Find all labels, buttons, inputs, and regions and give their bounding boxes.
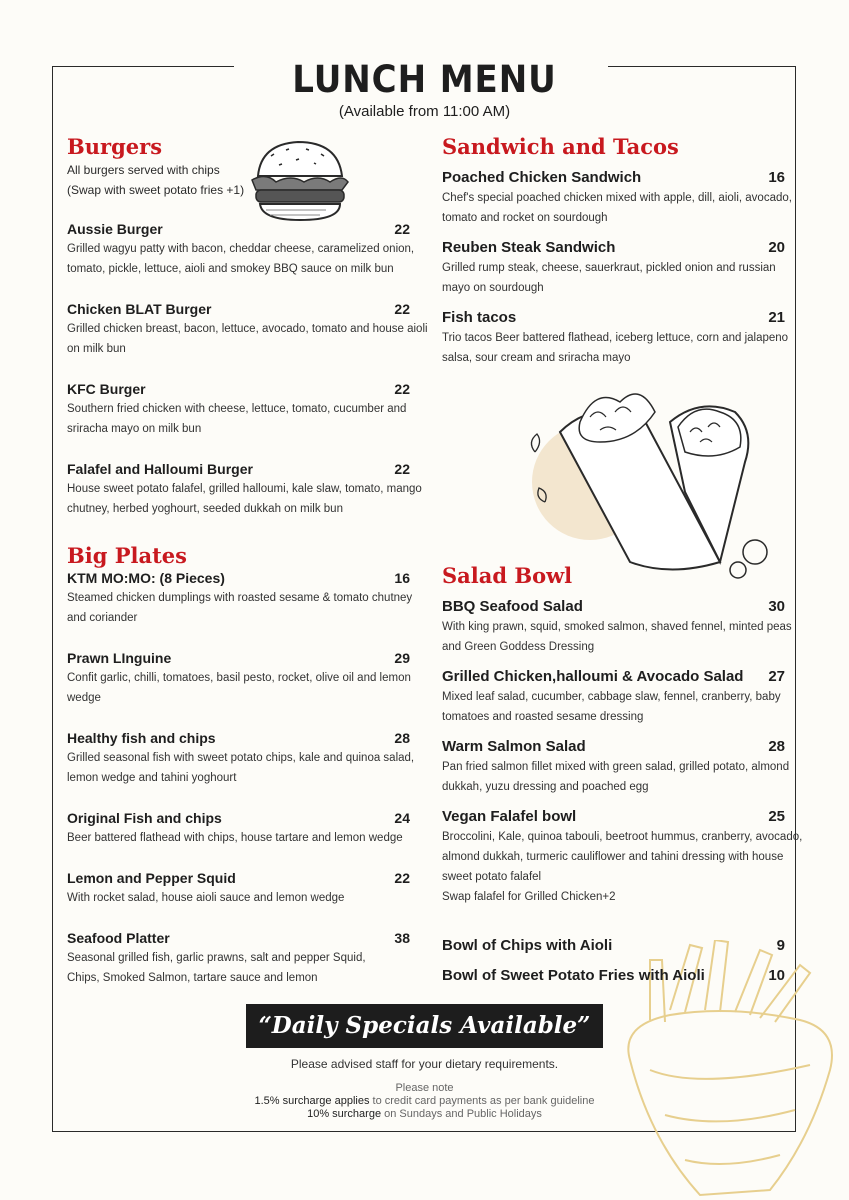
sandwich-heading: Sandwich and Tacos — [442, 134, 679, 159]
menu-item — [442, 667, 785, 727]
menu-subtitle: (Available from 11:00 AM) — [338, 103, 511, 120]
dietary-note: Please advised staff for your dietary requirements. — [290, 1057, 559, 1071]
wrap-illustration — [520, 372, 778, 587]
menu-item — [442, 807, 803, 907]
item-name: Prawn LInguine — [67, 650, 172, 666]
item-description: Trio tacos Beer battered flathead, iceberg lettuce, corn and jalapeno salsa, sour cream and sriracha mayo — [442, 332, 789, 364]
item-name: Bowl of Chips with Aioli — [442, 937, 613, 954]
item-price: 27 — [768, 668, 785, 685]
item-name: Seafood Platter — [67, 930, 170, 946]
item-description: Grilled rump steak, cheese, sauerkraut, pickled onion and russian mayo on sourdough — [442, 262, 776, 294]
burger-illustration — [246, 136, 352, 226]
daily-specials-banner: “Daily Specials Available” — [246, 1004, 603, 1048]
item-name: Bowl of Sweet Potato Fries with Aioli — [442, 967, 705, 984]
item-description: Pan fried salmon fillet mixed with green salad, grilled potato, almond dukkah, yuzu dressing and poached egg — [442, 761, 790, 793]
side-item — [442, 966, 785, 986]
item-description: Confit garlic, chilli, tomatoes, basil pesto, rocket, olive oil and lemon wedge — [67, 672, 411, 704]
item-price: 25 — [768, 808, 785, 825]
menu-item — [67, 648, 410, 708]
menu-item — [67, 568, 413, 628]
item-name: Vegan Falafel bowl — [442, 808, 577, 825]
item-description: Southern fried chicken with cheese, lettuce, tomato, cucumber and sriracha mayo on milk bun — [67, 403, 407, 435]
item-name: Chicken BLAT Burger — [67, 301, 212, 317]
menu-item — [442, 238, 785, 298]
item-price: 10 — [768, 967, 785, 984]
item-description: House sweet potato falafel, grilled halloumi, kale slaw, tomato, mango chutney, herbed yoghourt, seeded dukkah on milk bun — [67, 483, 422, 515]
item-price: 9 — [776, 937, 785, 954]
menu-item — [67, 928, 410, 988]
item-description: With rocket salad, house aioli sauce and lemon wedge — [67, 892, 345, 904]
item-price: 22 — [394, 301, 410, 317]
item-description: Broccolini, Kale, quinoa tabouli, beetroot hummus, cranberry, avocado, almond dukkah, turmeric cauliflower and tahini dressing with house sweet potato falafel Swap falafel for Grilled Chicken+2 — [442, 831, 803, 903]
salad-heading: Salad Bowl — [442, 563, 573, 588]
menu-item — [67, 459, 422, 519]
menu-item — [442, 168, 792, 228]
item-name: Reuben Steak Sandwich — [442, 239, 616, 256]
item-price: 22 — [394, 221, 410, 237]
menu-item — [442, 737, 790, 797]
menu-item — [442, 308, 789, 368]
item-name: Warm Salmon Salad — [442, 738, 586, 755]
item-name: KTM MO:MO: (8 Pieces) — [67, 570, 225, 586]
item-price: 28 — [768, 738, 785, 755]
item-price: 16 — [768, 169, 785, 186]
item-price: 38 — [394, 930, 410, 946]
item-price: 29 — [394, 650, 410, 666]
item-price: 22 — [394, 381, 410, 397]
item-price: 16 — [394, 570, 410, 586]
item-description: Chef's special poached chicken mixed with apple, dill, aioli, avocado, tomato and rocket on sourdough — [442, 192, 792, 224]
menu-item — [67, 808, 410, 848]
burgers-heading: Burgers — [67, 134, 163, 159]
item-price: 20 — [768, 239, 785, 256]
item-name: BBQ Seafood Salad — [442, 598, 583, 615]
menu-item — [442, 597, 792, 657]
item-name: Healthy fish and chips — [67, 730, 216, 746]
item-price: 22 — [394, 461, 410, 477]
menu-item — [67, 219, 415, 279]
item-description: With king prawn, squid, smoked salmon, shaved fennel, minted peas and Green Goddess Dressing — [442, 621, 792, 653]
item-name: Falafel and Halloumi Burger — [67, 461, 253, 477]
menu-title: LUNCH MENU — [292, 58, 557, 101]
item-price: 30 — [768, 598, 785, 615]
menu-item — [67, 728, 415, 788]
item-name: Fish tacos — [442, 309, 517, 326]
item-description: Grilled chicken breast, bacon, lettuce, avocado, tomato and house aioli on milk bun — [67, 323, 428, 355]
item-name: Poached Chicken Sandwich — [442, 169, 642, 186]
item-price: 28 — [394, 730, 410, 746]
side-item — [442, 936, 785, 956]
item-name: Grilled Chicken,halloumi & Avocado Salad — [442, 668, 744, 685]
card-surcharge: 1.5% surcharge applies to credit card payments as per bank guideline — [254, 1095, 595, 1107]
surcharge-notes — [0, 1082, 849, 1121]
burgers-note: All burgers served with chips (Swap with sweet potato fries +1) — [67, 163, 245, 197]
menu-item — [67, 379, 410, 439]
big-plates-heading: Big Plates — [67, 543, 187, 568]
item-name: Aussie Burger — [67, 221, 163, 237]
item-price: 24 — [394, 810, 410, 826]
item-description: Steamed chicken dumplings with roasted sesame & tomato chutney and coriander — [67, 592, 413, 624]
item-name: Lemon and Pepper Squid — [67, 870, 236, 886]
item-description: Grilled seasonal fish with sweet potato chips, kale and quinoa salad, lemon wedge and tahini yoghourt — [67, 752, 415, 784]
menu-item — [67, 868, 410, 908]
item-price: 21 — [768, 309, 785, 326]
item-description: Seasonal grilled fish, garlic prawns, salt and pepper Squid, Chips, Smoked Salmon, tartare sauce and lemon — [67, 952, 366, 984]
item-name: KFC Burger — [67, 381, 146, 397]
please-note: Please note — [395, 1082, 454, 1094]
item-price: 22 — [394, 870, 410, 886]
item-description: Mixed leaf salad, cucumber, cabbage slaw, fennel, cranberry, baby tomatoes and roasted sesame dressing — [442, 691, 781, 723]
item-description: Grilled wagyu patty with bacon, cheddar cheese, caramelized onion, tomato, pickle, lettuce, aioli and smokey BBQ sauce on milk bun — [67, 243, 415, 275]
holiday-surcharge: 10% surcharge on Sundays and Public Holidays — [307, 1108, 542, 1120]
menu-item — [67, 299, 428, 359]
item-name: Original Fish and chips — [67, 810, 222, 826]
item-description: Beer battered flathead with chips, house tartare and lemon wedge — [67, 832, 403, 844]
